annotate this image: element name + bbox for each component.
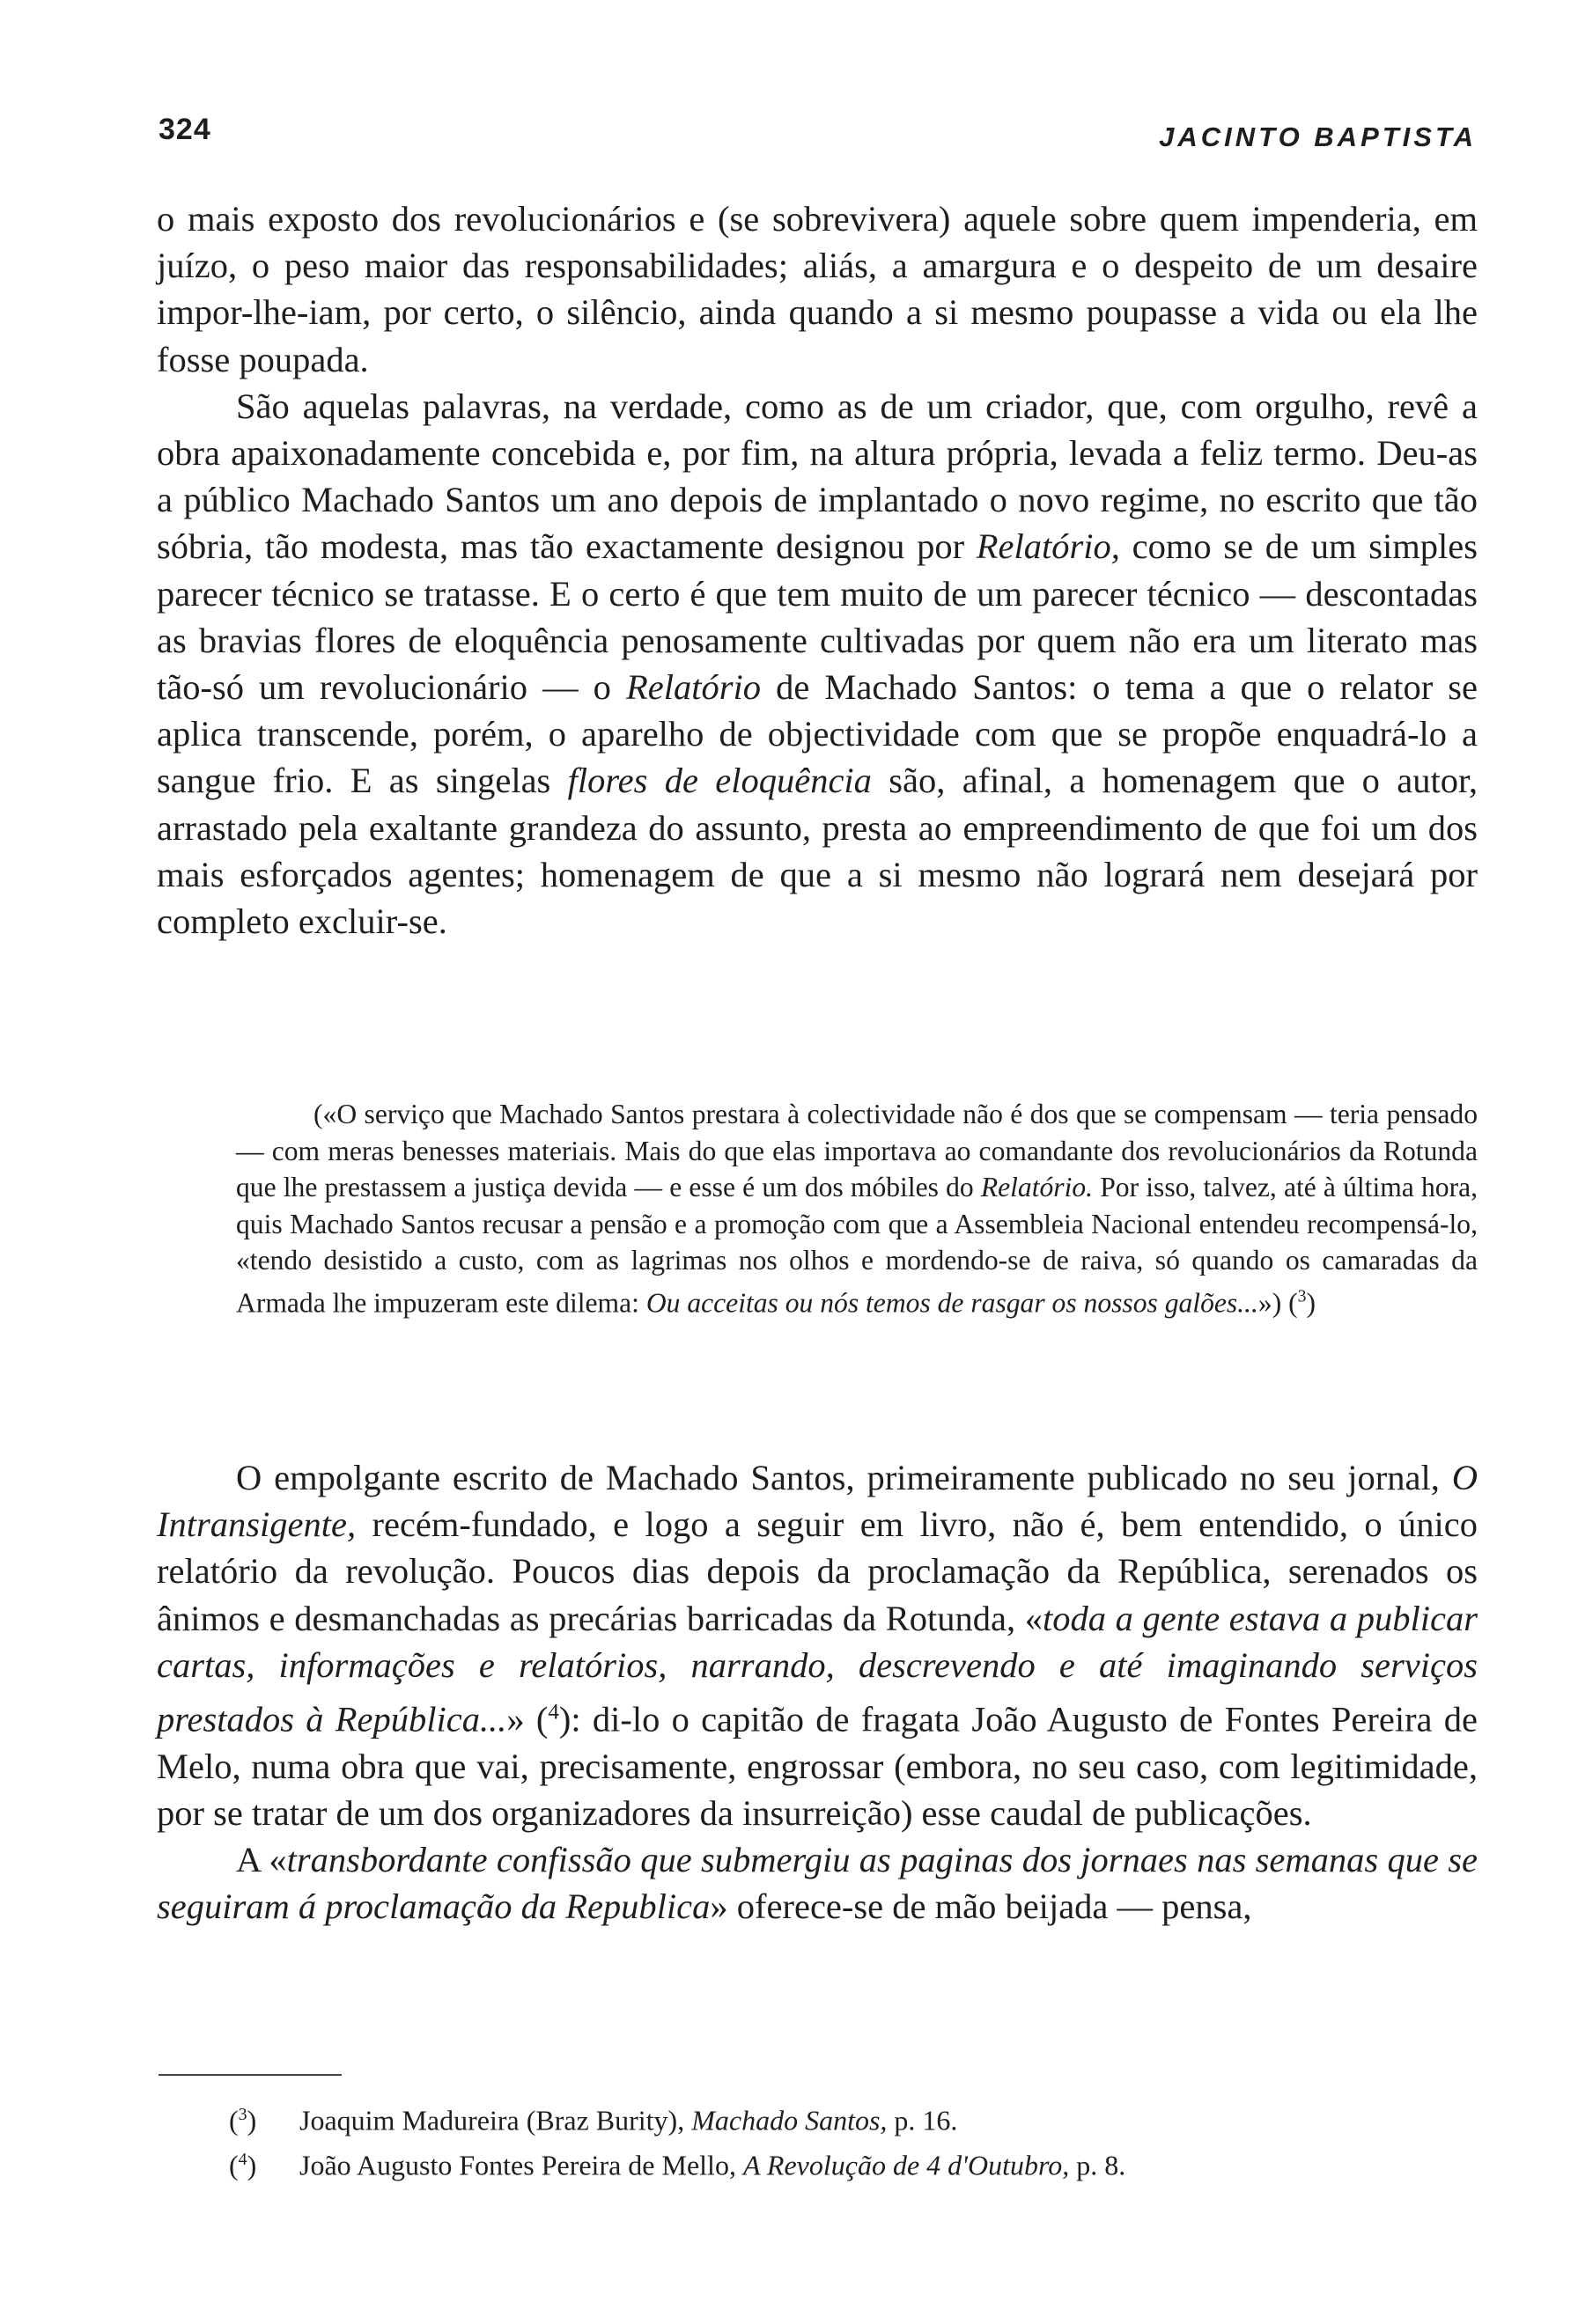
footnote-mark: ($^3$) [229, 2104, 257, 2136]
footnote-ref: 4 [548, 1700, 559, 1725]
main-text-continued [157, 1454, 1478, 1931]
footnote-4: ($^4$) João Augusto Fontes Pereira de Mello, A Revolução de 4 d'Outubro, p. 8. [229, 2140, 1462, 2185]
paragraph-4: A «transbordante confissão que submergiu as paginas dos jornaes nas semanas que se seguiram á proclamação da Republica» oferece-se de mão beijada — pensa, [157, 1840, 1478, 1927]
paragraph-1: o mais exposto dos revolucionários e (se sobrevivera) aquele sobre quem impenderia, em juízo, o peso maior das responsabilidades; aliás, a amargura e o despeito de um desaire impor-lhe-iam, por certo, o silêncio, ainda quando a si mesmo poupasse a vida ou ela lhe fosse poupada. [157, 199, 1478, 379]
page-header [159, 113, 1477, 157]
footnote-divider [159, 2074, 342, 2076]
footnote-3: ($^3$) Joaquim Madureira (Braz Burity), Machado Santos, p. 16. [229, 2095, 1462, 2140]
footnotes [229, 2095, 1462, 2184]
block-quote: («O serviço que Machado Santos prestara à colectividade não é dos que se compensam — teria pensado — com meras benesses materiais. Mais do que elas importava ao comandante dos revolucionários da Rotunda que lhe prestassem a justiça devida — e esse é um dos móbiles do Relatório. Por isso, talvez, até à última hora, quis Machado Santos recusar a pensão e a promoção com que a Assembleia Nacional entendeu recompensá-lo, «tendo desistido a custo, com as lagrimas nos olhos e mordendo-se de raiva, só quando os camaradas da Armada lhe impuzeram este dilema: Ou acceitas ou nós temos de rasgar os nossos galões...») ($^3$) [236, 1099, 1478, 1319]
paragraph-2: São aquelas palavras, na verdade, como as de um criador, que, com orgulho, revê a obra apaixonadamente concebida e, por fim, na altura própria, levada a feliz termo. Deu-as a público Machado Santos um ano depois de implantado o novo regime, no escrito que tão sóbria, tão modesta, mas tão exactamente designou por Relatório, como se de um simples parecer técnico se tratasse. E o certo é que tem muito de um parecer técnico — descontadas as bravias flores de eloquência penosamente cultivadas por quem não era um literato mas tão-só um revolucionário — o Relatório de Machado Santos: o tema a que o relator se aplica transcende, porém, o aparelho de objectividade com que se propõe enquadrá-lo a sangue frio. E as singelas flores de eloquência são, afinal, a homenagem que o autor, arrastado pela exaltante grandeza do assunto, presta ao empreendimento de que foi um dos mais esforçados agentes; homenagem de que a si mesmo não logrará nem desejará por completo excluir-se. [157, 386, 1478, 942]
paragraph-3: O empolgante escrito de Machado Santos, primeiramente publicado no seu jornal, O Intransigente, recém-fundado, e logo a seguir em livro, não é, bem entendido, o único relatório da revolução. Poucos dias depois da proclamação da República, serenados os ânimos e desmanchadas as precárias barricadas da Rotunda, «toda a gente estava a publicar cartas, informações e relatórios, narrando, descrevendo e até imaginando serviços prestados à República...» ($^4$): di-lo o capitão de fragata João Augusto de Fontes Pereira de Melo, numa obra que vai, precisamente, engrossar (embora, no seu caso, com legitimidade, por se tratar de um dos organizadores da insurreição) esse caudal de publicações. [157, 1458, 1478, 1833]
page-number: 324 [159, 113, 211, 146]
main-text [157, 195, 1478, 945]
running-head: JACINTO BAPTISTA [1159, 121, 1477, 152]
footnote-mark: ($^4$) [229, 2149, 257, 2181]
footnote-ref: 3 [1297, 1287, 1307, 1306]
